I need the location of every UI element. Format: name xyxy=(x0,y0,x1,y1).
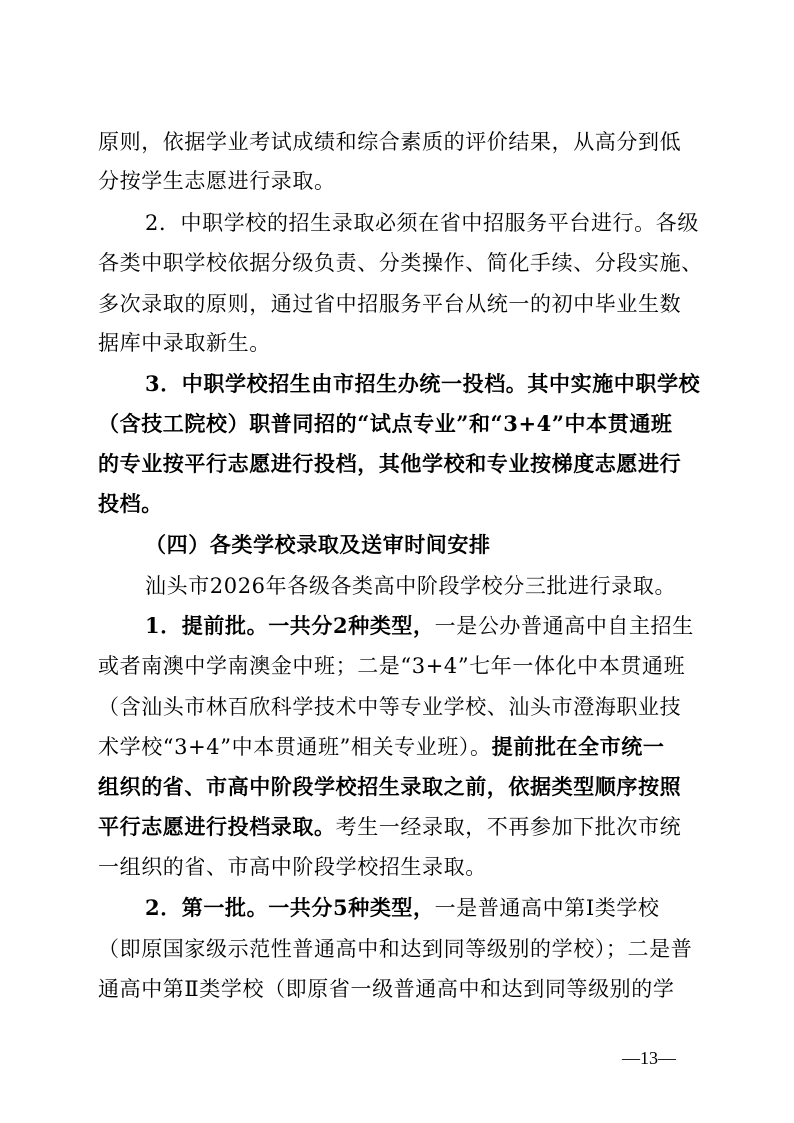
bold-text-segment: 2．第一批。一共分5种类型， xyxy=(145,895,435,920)
text-segment: 一组织的省、市高中阶段学校招生录取。 xyxy=(98,855,487,879)
text-segment: 考生一经录取，不再参加下批次市统 xyxy=(335,815,682,839)
text-segment: 一是公办普通高中自主招生 xyxy=(434,614,694,638)
bold-text-segment: 1．提前批。一共分2种类型， xyxy=(145,613,435,638)
text-line xyxy=(98,410,673,438)
text-line xyxy=(98,329,271,357)
text-segment: 术学校“3+4”中本贯通班”相关专业班）。 xyxy=(98,735,492,759)
text-line xyxy=(145,894,660,922)
text-segment: 2．中职学校的招生录取必须在省中招服务平台进行。各级 xyxy=(145,211,699,235)
text-line xyxy=(98,853,487,881)
bold-text-segment: 组织的省、市高中阶段学校招生录取之前，依据类型顺序按照 xyxy=(98,774,682,799)
bold-text-segment: 平行志愿进行投档录取。 xyxy=(98,814,336,839)
bold-text-segment: 提前批在全市统一 xyxy=(491,734,665,759)
text-line xyxy=(98,290,681,318)
text-line xyxy=(98,733,664,761)
text-line xyxy=(98,975,674,1003)
text-line xyxy=(98,652,685,680)
text-segment: 汕头市2026年各级各类高中阶段学校分三批进行录取。 xyxy=(145,574,677,598)
text-line xyxy=(98,450,681,478)
text-line xyxy=(98,935,692,963)
text-line xyxy=(98,693,681,721)
text-line xyxy=(98,490,163,518)
text-line xyxy=(98,249,703,277)
text-segment: 分按学生志愿进行录取。 xyxy=(98,169,336,193)
bold-text-segment: 投档。 xyxy=(98,491,163,516)
text-line xyxy=(98,167,336,195)
text-segment: 通高中第Ⅱ类学校（即原省一级普通高中和达到同等级别的学 xyxy=(98,977,675,1001)
text-segment: 各类中职学校依据分级负责、分类操作、简化手续、分段实施、 xyxy=(98,251,703,275)
text-segment: （即原国家级示范性普通高中和达到同等级别的学校）；二是普 xyxy=(98,937,693,961)
text-line xyxy=(98,128,681,156)
text-segment: 或者南澳中学南澳金中班；二是“3+4”七年一体化中本贯通班 xyxy=(98,654,686,678)
text-segment: 据库中录取新生。 xyxy=(98,331,271,355)
text-line xyxy=(145,370,700,398)
bold-text-segment: （四）各类学校录取及送审时间安排 xyxy=(145,532,491,557)
text-segment: 一是普通高中第Ⅰ类学校 xyxy=(434,896,660,920)
text-segment: （含汕头市林百欣科学技术中等专业学校、汕头市澄海职业技 xyxy=(98,695,682,719)
text-line xyxy=(145,531,491,559)
bold-text-segment: 的专业按平行志愿进行投档，其他学校和专业按梯度志愿进行 xyxy=(98,451,682,476)
text-line xyxy=(145,209,699,237)
text-line xyxy=(145,572,676,600)
text-line xyxy=(98,813,681,841)
text-line xyxy=(98,773,681,801)
bold-text-segment: 3．中职学校招生由市招生办统一投档。其中实施中职学校 xyxy=(145,371,701,396)
text-segment: 多次录取的原则，通过省中招服务平台从统一的初中毕业生数 xyxy=(98,292,682,316)
text-segment: 原则，依据学业考试成绩和综合素质的评价结果，从高分到低 xyxy=(98,130,682,154)
text-line xyxy=(145,612,694,640)
bold-text-segment: （含技工院校）职普同招的“试点专业”和“3+4”中本贯通班 xyxy=(98,411,673,436)
page-number: —13— xyxy=(622,1048,676,1068)
